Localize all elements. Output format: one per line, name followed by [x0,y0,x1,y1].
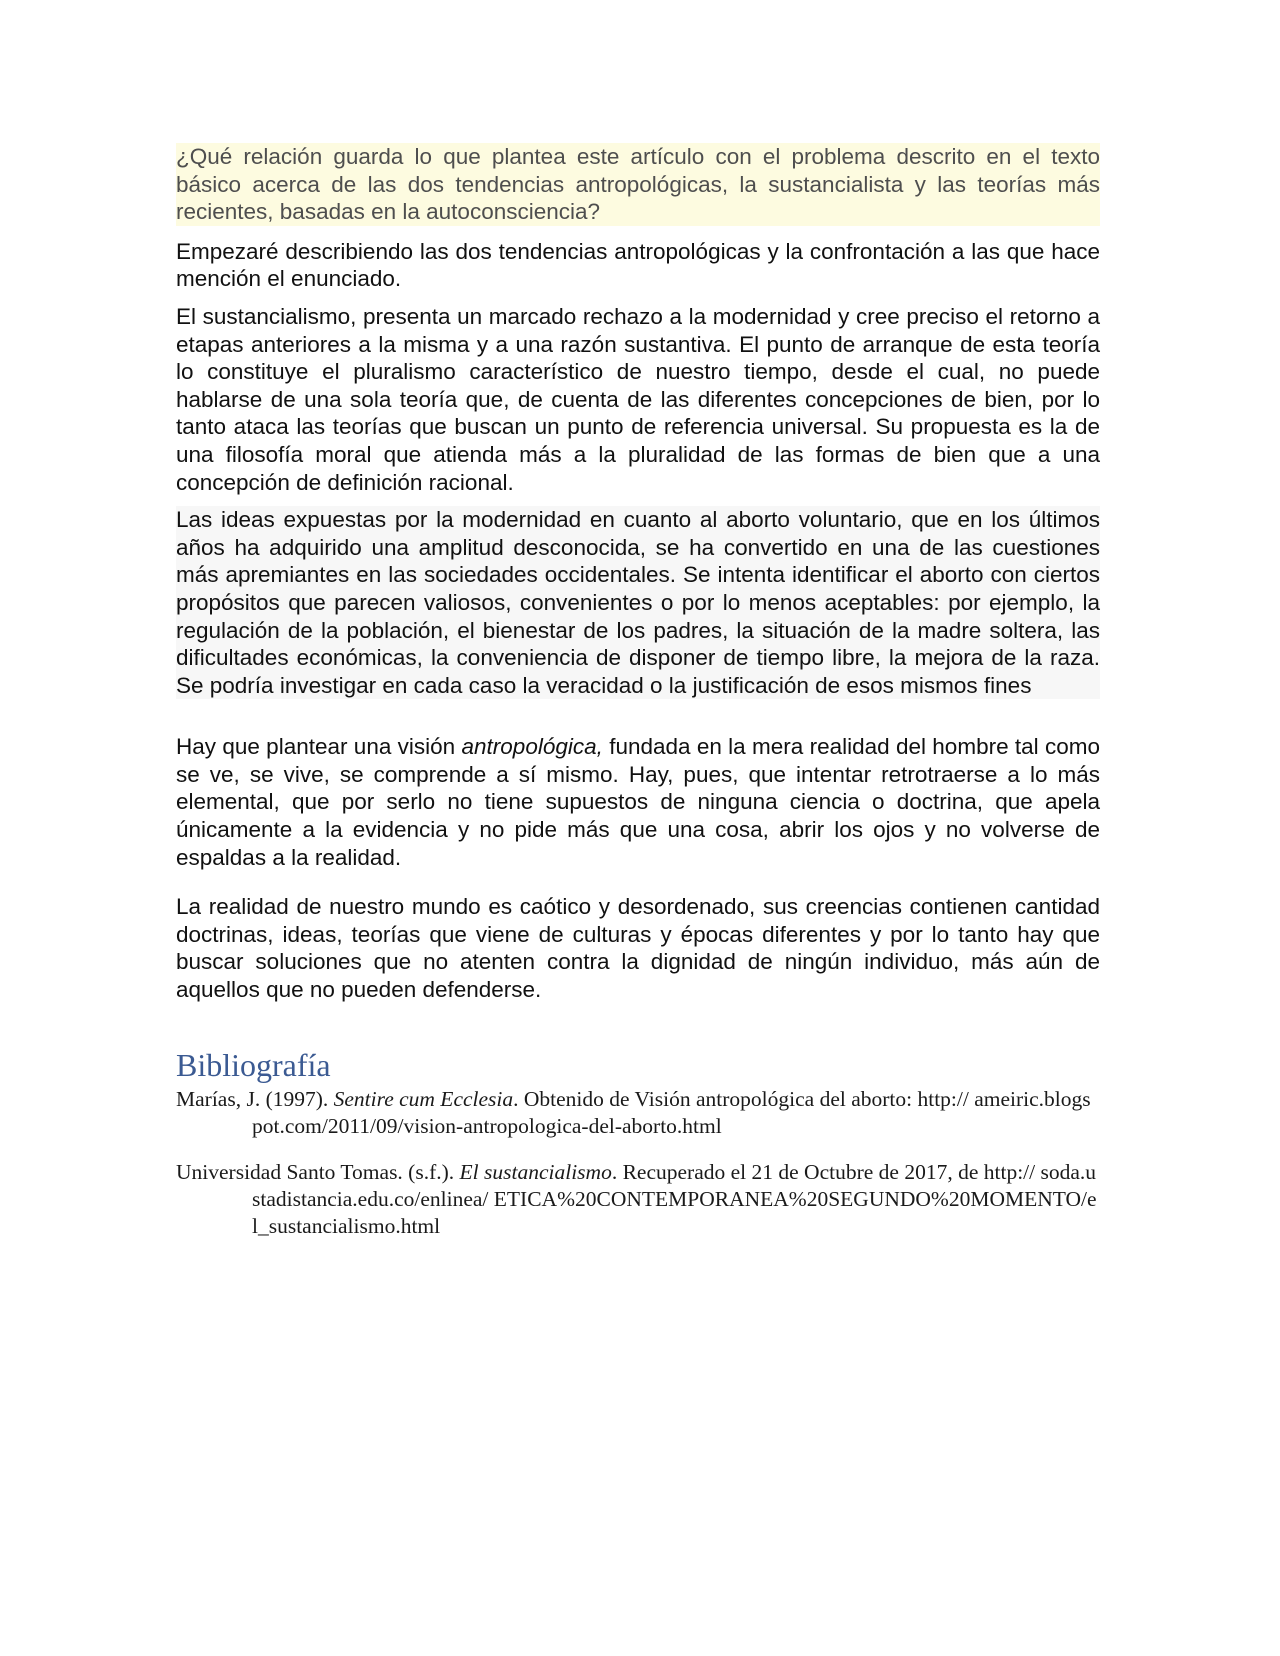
paragraph-vision-antropologica [176,733,1100,871]
bibliography-heading: Bibliografía [176,1046,331,1083]
reference-source: . Recuperado el 21 de Octubre de 2017, de http:// soda.ustadistancia.edu.co/enlinea/ ETICA%20CONTEMPORANEA%20SEGUNDO%20MOMENTO/el_sustancialismo.html [252,1159,1097,1238]
paragraph-realidad: La realidad de nuestro mundo es caótico y desordenado, sus creencias contienen cantidad doctrinas, ideas, teorías que viene de culturas y épocas diferentes y por lo tanto hay que buscar soluciones que no atenten contra la dignidad de ningún individuo, más aún de aquellos que no pueden defenderse. [176,894,1100,1003]
paragraph-4-text-end: fundada en la mera realidad del hombre tal como se ve, se vive, se comprende a sí mismo. Hay, pues, que intentar retrotraerse a lo más elemental, que por serlo no tiene supuestos de ninguna ciencia o doctrina, que apela únicamente a la evidencia y no pide más que una cosa, abrir los ojos y no volverse de espaldas a la realidad. [176,734,1100,870]
paragraph-aborto: Las ideas expuestas por la modernidad en cuanto al aborto voluntario, que en los últimos años ha adquirido una amplitud desconocida, se ha convertido en una de las cuestiones más apremiantes en las sociedades occidentales. Se intenta identificar el aborto con ciertos propósitos que parecen valiosos, convenientes o por lo menos aceptables: por ejemplo, la regulación de la población, el bienestar de los padres, la situación de la madre soltera, las dificultades económicas, la conveniencia de disponer de tiempo libre, la mejora de la raza. Se podría investigar en cada caso la veracidad o la justificación de esos mismos fines [176,507,1100,698]
bibliography-reference [176,1159,1100,1240]
reference-title: El sustancialismo [459,1159,612,1184]
reference-author: Universidad Santo Tomas. (s.f.). [176,1159,460,1184]
reference-author: Marías, J. (1997). [176,1086,334,1111]
paragraph-intro: Empezaré describiendo las dos tendencias antropológicas y la confrontación a las que hace mención el enunciado. [176,238,1100,292]
paragraph-sustancialismo: El sustancialismo, presenta un marcado rechazo a la modernidad y cree preciso el retorno a etapas anteriores a la misma y a una razón sustantiva. El punto de arranque de esta teoría lo constituye el pluralismo característico de nuestro tiempo, desde el cual, no puede hablarse de una sola teoría que, de cuenta de las diferentes concepciones de bien, por lo tanto ataca las teorías que buscan un punto de referencia universal. Su propuesta es la de una filosofía moral que atienda más a la pluralidad de las formas de bien que a una concepción de definición racional. [176,303,1100,495]
document-page [176,143,1100,1259]
bibliography-reference [176,1086,1100,1140]
reference-source: . Obtenido de Visión antropológica del aborto: http:// ameiric.blogspot.com/2011/09/vision-antropologica-del-aborto.html [252,1086,1091,1138]
reference-title: Sentire cum Ecclesia [333,1086,514,1111]
question-paragraph: ¿Qué relación guarda lo que plantea este artículo con el problema descrito en el texto básico acerca de las dos tendencias antropológicas, la sustancialista y las teorías más recientes, basadas en la autoconsciencia? [176,144,1100,225]
paragraph-4-text-start: Hay que plantear una visión [176,734,462,760]
paragraph-4-italic: antropológica, [461,734,603,760]
